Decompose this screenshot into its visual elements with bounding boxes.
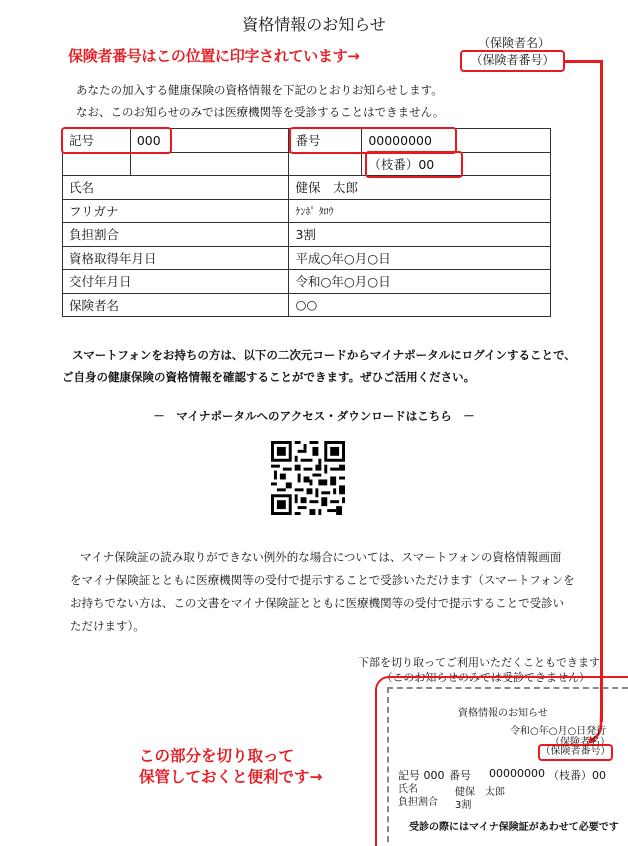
cutout-caption-1: この部分を切り取って (139, 747, 295, 765)
table-row (63, 246, 551, 270)
mini-kigo: 記号 000 (398, 769, 445, 782)
row-label: 氏名 (63, 176, 289, 200)
row-value: 令和○年○月○日 (289, 270, 551, 294)
row-value: 3割 (289, 223, 551, 247)
cutout-note-2: （このお知らせのみでは受診できません） (381, 671, 590, 684)
table-row (63, 199, 551, 223)
connector-line (600, 60, 603, 722)
bango-value: 00000000 (362, 129, 551, 153)
mini-bango-value: 00000000 (489, 767, 545, 780)
row-value: 健保 太郎 (289, 176, 551, 200)
insurer-name-label: （保険者名） (478, 36, 551, 50)
portal-link-text: － マイナポータルへのアクセス・ダウンロードはこちら － (153, 409, 475, 423)
qualification-table (62, 128, 551, 317)
mini-name-label: 氏名 (398, 784, 418, 795)
exception-line-3: お持ちでない方は、この文書をマイナ保険証とともに医療機関等の受付で提示することで受診い (70, 596, 565, 610)
mini-edaban: （枝番）00 (548, 769, 606, 782)
insurer-number-box: （保険者番号） (460, 50, 565, 72)
row-label: フリガナ (63, 199, 289, 223)
kigo-highlight (61, 127, 172, 154)
connector-line (565, 60, 602, 63)
kigo-label: 記号 (63, 129, 131, 153)
exception-line-4: ただけます）。 (70, 619, 145, 633)
table-row (63, 176, 551, 200)
bango-label: 番号 (289, 129, 362, 153)
kigo-value: 000 (130, 129, 289, 153)
mini-footer: 受診の際にはマイナ保険証があわせて必要です (409, 822, 619, 833)
row-label: 交付年月日 (63, 270, 289, 294)
mini-insurer-number: （保険者番号） (538, 744, 613, 761)
table-row (63, 223, 551, 247)
edaban-value: （枝番）00 (362, 152, 551, 176)
mini-issue-date: 令和○年○月○日発行 (510, 726, 607, 737)
row-label: 資格取得年月日 (63, 246, 289, 270)
smartphone-line-2: ご自身の健康保険の資格情報を確認することができます。ぜひご活用ください。 (62, 370, 476, 384)
intro-line-1: あなたの加入する健康保険の資格情報を下記のとおりお知らせします。 (76, 83, 443, 97)
mini-bango-label: 番号 (449, 769, 471, 782)
mini-insurer-name: （保険者名） (550, 737, 610, 748)
bango-highlight (289, 127, 457, 154)
insurer-number-note: 保険者番号はこの位置に印字されています→ (68, 47, 360, 65)
qr-code-icon[interactable] (271, 441, 345, 515)
mini-title: 資格情報のお知らせ (458, 708, 548, 719)
cutout-caption-2: 保管しておくと便利です→ (139, 768, 323, 786)
exception-line-1: マイナ保険証の読み取りができない例外的な場合については、スマートフォンの資格情報画面 (80, 550, 562, 564)
document-title: 資格情報のお知らせ (242, 15, 386, 34)
row-value: ｹﾝﾎﾟ ﾀﾛｳ (289, 199, 551, 223)
table-row (63, 293, 551, 317)
exception-line-2: をマイナ保険証とともに医療機関等の受付で提示することで受診いただけます（スマートフォンを (70, 573, 575, 587)
cutout-note-1: 下部を切り取ってご利用いただくこともできます (358, 656, 600, 669)
table-row (63, 270, 551, 294)
intro-line-2: なお、このお知らせのみでは医療機関等を受診することはできません。 (76, 105, 445, 119)
row-label: 負担割合 (63, 223, 289, 247)
mini-burden-value: 3割 (455, 800, 472, 811)
mini-burden-label: 負担割合 (398, 797, 438, 808)
row-value: ○○ (289, 293, 551, 317)
smartphone-line-1: スマートフォンをお持ちの方は、以下の二次元コードからマイナポータルにログインすることで、 (72, 348, 576, 362)
row-label: 保険者名 (63, 293, 289, 317)
edaban-highlight (365, 151, 463, 178)
mini-name-value: 健保 太郎 (455, 787, 505, 798)
row-value: 平成○年○月○日 (289, 246, 551, 270)
